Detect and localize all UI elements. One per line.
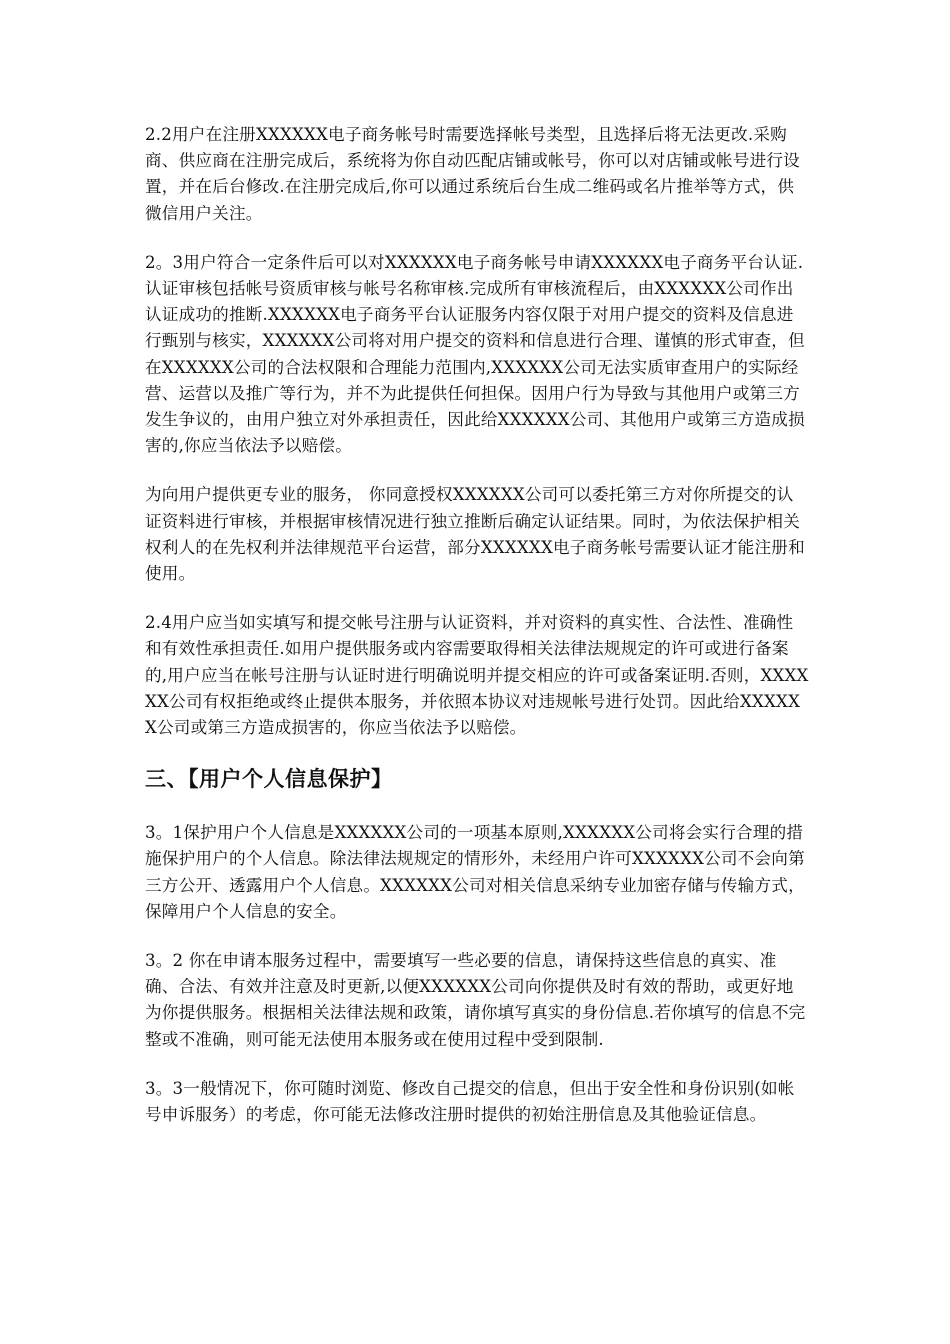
- paragraph-2-3: 2。3用户符合一定条件后可以对XXXXXX电子商务帐号申请XXXXXX电子商务平台认证.认证审核包括帐号资质审核与帐号名称审核.完成所有审核流程后，由XXXXXX公司作出认证成功的推断.XXXXXX电子商务平台认证服务内容仅限于对用户提交的资料及信息进行甄别与核实，XXXXXX公司将对用户提交的资料和信息进行合理、谨慎的形式审查，但在XXXXXX公司的合法权限和合理能力范围内,XXXXXX公司无法实质审查用户的实际经营、运营以及推广等行为，并不为此提供任何担保。因用户行为导致与其他用户或第三方发生争议的，由用户独立对外承担责任，因此给XXXXXX公司、其他用户或第三方造成损害的,你应当依法予以赔偿。: [145, 252, 805, 456]
- document-content: [145, 122, 810, 1151]
- paragraph-2-4: 2.4用户应当如实填写和提交帐号注册与认证资料，并对资料的真实性、合法性、准确性和有效性承担责任.如用户提供服务或内容需要取得相关法律法规规定的许可或进行备案的,用户应当在帐号注册与认证时进行明确说明并提交相应的许可或备案证明.否则，XXXXXX公司有权拒绝或终止提供本服务，并依照本协议对违规帐号进行处罚。因此给XXXXXX公司或第三方造成损害的，你应当依法予以赔偿。: [145, 613, 809, 738]
- section-heading-personal-info: 三、【用户个人信息保护】: [145, 767, 393, 792]
- paragraph-3-2: 3。2 你在申请本服务过程中，需要填写一些必要的信息，请保持这些信息的真实、准确、合法、有效并注意及时更新,以便XXXXXX公司向你提供及时有效的帮助，或更好地为你提供服务。根据相关法律法规和政策，请你填写真实的身份信息.若你填写的信息不完整或不准确，则可能无法使用本服务或在使用过程中受到限制.: [145, 951, 806, 1049]
- paragraph-3-3: 3。3一般情况下，你可随时浏览、修改自己提交的信息，但出于安全性和身份识别(如帐号申诉服务）的考虑，你可能无法修改注册时提供的初始注册信息及其他验证信息。: [145, 1078, 795, 1125]
- paragraph-certification-authorization: 为向用户提供更专业的服务， 你同意授权XXXXXX公司可以委托第三方对你所提交的认证资料进行审核，并根据审核情况进行独立推断后确定认证结果。同时，为依法保护相关权利人的在先权利并法律规范平台运营，部分XXXXXX电子商务帐号需要认证才能注册和使用。: [145, 485, 805, 584]
- paragraph-2-2: 2.2用户在注册XXXXXX电子商务帐号时需要选择帐号类型，且选择后将无法更改.采购商、供应商在注册完成后，系统将为你自动匹配店铺或帐号，你可以对店铺或帐号进行设置，并在后台修改.在注册完成后,你可以通过系统后台生成二维码或名片推举等方式，供微信用户关注。: [145, 125, 800, 223]
- paragraph-3-1: 3。1保护用户个人信息是XXXXXX公司的一项基本原则,XXXXXX公司将会实行合理的措施保护用户的个人信息。除法律法规规定的情形外，未经用户许可XXXXXX公司不会向第三方公开、透露用户个人信息。XXXXXX公司对相关信息采纳专业加密存储与传输方式，保障用户个人信息的安全。: [145, 823, 805, 921]
